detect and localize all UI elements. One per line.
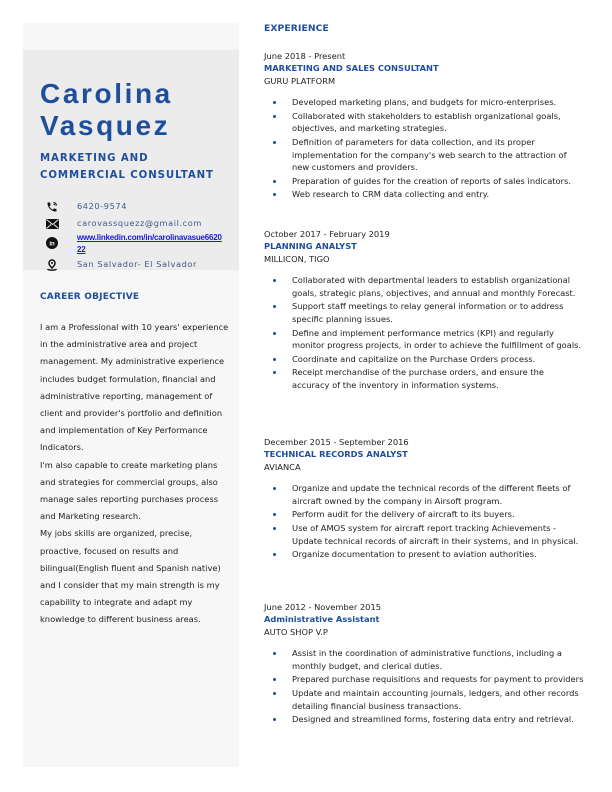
- job-bullet: [264, 687, 584, 712]
- bullet-text: Update and maintain accounting journals, ledgers, and other records detailing financial business transactions.: [292, 688, 579, 711]
- last-name: Vasquez: [40, 110, 171, 141]
- bullet-icon: [273, 487, 276, 490]
- job-entry: [264, 228, 584, 393]
- bullet-text: Preparation of guides for the creation of reports of sales indicators.: [292, 175, 571, 186]
- email-address[interactable]: carovassquezz@gmail.com: [77, 218, 202, 228]
- bullet-text: Web research to CRM data collecting and entry.: [292, 189, 490, 200]
- job-bullet: [264, 110, 584, 135]
- bullet-icon: [273, 513, 276, 516]
- career-objective-heading: CAREER OBJECTIVE: [40, 292, 140, 302]
- bullet-text: Assist in the coordination of administrative functions, including a monthly budget, and clerical duties.: [292, 648, 562, 671]
- bullet-text: Collaborated with departmental leaders to establish organizational goals, strategic plans, objectives, and annual and monthly Forecast.: [292, 275, 576, 298]
- job-entry: [264, 601, 584, 727]
- job-bullet: [264, 548, 584, 561]
- job-bullets: [264, 482, 584, 561]
- job-bullet: [264, 327, 584, 352]
- job-bullet: [264, 673, 584, 686]
- job-bullets: [264, 647, 584, 726]
- job-title-line-2: COMMERCIAL CONSULTANT: [40, 170, 214, 181]
- bullet-text: Collaborated with stakeholders to establish organizational goals, objectives, and marketing strategies.: [292, 110, 561, 134]
- job-company: MILLICON, TIGO: [264, 253, 330, 264]
- job-bullet: [264, 713, 584, 726]
- bullet-icon: [273, 193, 276, 196]
- sidebar: [23, 23, 239, 767]
- job-dates: June 2018 - Present: [264, 51, 346, 61]
- career-objective-text: [40, 319, 235, 629]
- job-dates: October 2017 - February 2019: [264, 229, 390, 239]
- first-name: Carolina: [40, 78, 173, 109]
- bullet-text: Designed and streamlined forms, fostering data entry and retrieval.: [292, 714, 574, 725]
- job-role: Administrative Assistant: [264, 614, 380, 625]
- bullet-text: Perform audit for the delivery of aircraft to its buyers.: [292, 509, 515, 520]
- bullet-icon: [273, 332, 276, 335]
- job-role: MARKETING AND SALES CONSULTANT: [264, 63, 439, 74]
- job-bullet: [264, 366, 584, 391]
- bullet-icon: [273, 115, 276, 118]
- bullet-icon: [273, 358, 276, 361]
- svg-text:in: in: [49, 241, 55, 248]
- location-pin-icon: [45, 258, 59, 272]
- bullet-icon: [273, 101, 276, 104]
- bullet-icon: [273, 553, 276, 556]
- career-paragraph: My jobs skills are organized, precise, proactive, focused on results and bilingual(English fluent and Spanish native) and I consider that my main strength is my capability to integrate and adapt my knowledge to different business areas.: [40, 528, 221, 625]
- linkedin-icon: [45, 236, 59, 250]
- job-bullets: [264, 274, 584, 391]
- bullet-icon: [273, 141, 276, 144]
- phone-icon: [45, 200, 59, 214]
- job-title-line-1: MARKETING AND: [40, 153, 149, 164]
- bullet-icon: [273, 527, 276, 530]
- job-company: AUTO SHOP V.P: [264, 626, 328, 637]
- job-bullet: [264, 482, 584, 507]
- job-entry: [264, 50, 584, 202]
- job-bullet: [264, 508, 584, 521]
- job-bullet: [264, 274, 584, 299]
- bullet-icon: [273, 371, 276, 374]
- job-bullet: [264, 188, 584, 201]
- candidate-name: [40, 78, 173, 142]
- experience-heading: EXPERIENCE: [264, 23, 329, 34]
- bullet-icon: [273, 718, 276, 721]
- job-bullet: [264, 647, 584, 672]
- job-company: AVIANCA: [264, 461, 301, 472]
- job-dates: June 2012 - November 2015: [264, 602, 382, 612]
- bullet-icon: [273, 279, 276, 282]
- job-bullet: [264, 300, 584, 325]
- career-paragraph: I'm also capable to create marketing plans and strategies for commercial groups, also manage sales reporting purchases process and Marketing research.: [40, 459, 219, 522]
- job-bullet: [264, 522, 584, 547]
- bullet-text: Organize documentation to present to aviation authorities.: [292, 549, 537, 560]
- bullet-icon: [273, 180, 276, 183]
- bullet-text: Support staff meetings to relay general information or to address specific planning issues.: [292, 301, 564, 324]
- bullet-icon: [273, 692, 276, 695]
- job-role: PLANNING ANALYST: [264, 241, 357, 252]
- job-company: GURU PLATFORM: [264, 75, 336, 86]
- job-bullet: [264, 96, 584, 109]
- bullet-icon: [273, 678, 276, 681]
- job-role: TECHNICAL RECORDS ANALYST: [264, 449, 408, 460]
- bullet-text: Define and implement performance metrics (KPI) and regularly monitor progress projects, in order to achieve the fulfillment of goals.: [292, 327, 582, 351]
- bullet-text: Organize and update the technical records of the different fleets of aircraft owned by the company in Airsoft program.: [292, 483, 571, 506]
- bullet-text: Use of AMOS system for aircraft report tracking Achievements - Update technical records of aircraft in their systems, and in physical.: [292, 523, 579, 546]
- job-title: [40, 150, 235, 184]
- bullet-text: Definition of parameters for data collection, and its proper implementation for the company's web search to the attraction of new customers and providers.: [292, 137, 567, 173]
- bullet-text: Receipt merchandise of the purchase orders, and ensure the accuracy of the inventory in information systems.: [292, 367, 544, 390]
- job-entry: [264, 436, 584, 562]
- bullet-text: Coordinate and capitalize on the Purchase Orders process.: [292, 353, 536, 364]
- job-bullet: [264, 353, 584, 366]
- bullet-text: Prepared purchase requisitions and requests for payment to providers: [292, 674, 584, 685]
- job-bullet: [264, 175, 584, 188]
- bullet-icon: [273, 305, 276, 308]
- job-dates: December 2015 - September 2016: [264, 437, 409, 447]
- bullet-text: Developed marketing plans, and budgets for micro-enterprises.: [292, 97, 557, 108]
- career-paragraph: I am a Professional with 10 years' experience in the administrative area and project management. My administrative experience includes budget formulation, financial and administrative reporting, management of client and provider's portfolio and definition and implementation of Key Performance Indicators.: [40, 322, 229, 453]
- bullet-icon: [273, 652, 276, 655]
- linkedin-link[interactable]: www.linkedin.com/in/carolinavasue662022: [77, 233, 222, 254]
- job-bullet: [264, 136, 584, 174]
- profile-header: [23, 50, 239, 270]
- envelope-icon: [45, 217, 59, 231]
- phone-number: 6420-9574: [77, 201, 128, 211]
- job-bullets: [264, 96, 584, 201]
- location: San Salvador- El Salvador: [77, 259, 197, 269]
